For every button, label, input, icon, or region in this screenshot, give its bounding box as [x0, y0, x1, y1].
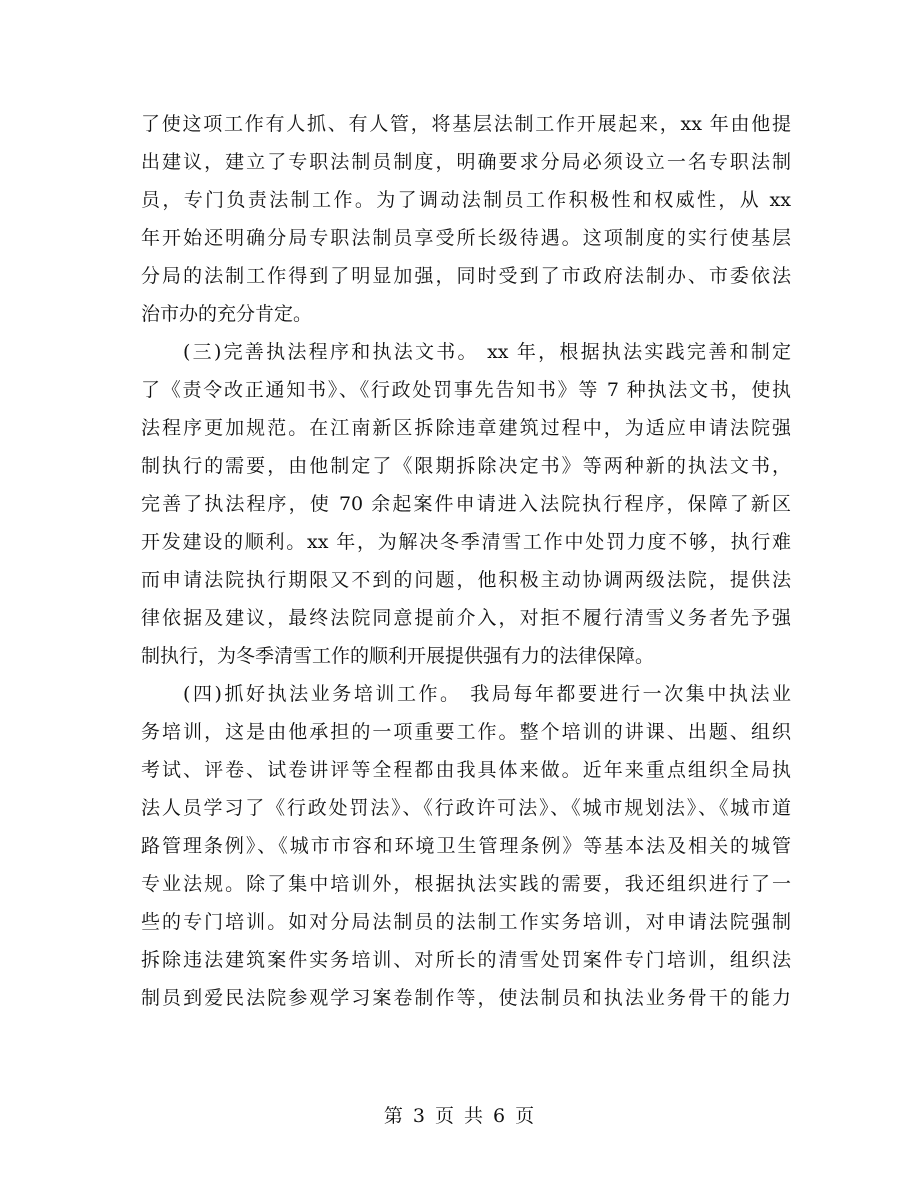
- text-line: 务培训，这是由他承担的一项重要工作。整个培训的讲课、出题、组织: [141, 721, 791, 743]
- text-line: 律依据及建议，最终法院同意提前介入，对拒不履行清雪义务者先予强: [141, 607, 791, 629]
- text-line: 制执行的需要，由他制定了《限期拆除决定书》等两种新的执法文书，: [141, 455, 791, 477]
- text-line: 了《责令改正通知书》、《行政处罚事先告知书》等 7 种执法文书，使执: [141, 379, 791, 401]
- text-line: 年开始还明确分局专职法制员享受所长级待遇。这项制度的实行使基层: [141, 227, 791, 249]
- page-number-footer: 第 3 页 共 6 页: [383, 1105, 537, 1127]
- text-line: 法程序更加规范。在江南新区拆除违章建筑过程中，为适应申请法院强: [141, 417, 791, 439]
- text-line: 分局的法制工作得到了明显加强，同时受到了市政府法制办、市委依法: [141, 265, 791, 287]
- text-line: 了使这项工作有人抓、有人管，将基层法制工作开展起来，xx 年由他提: [141, 113, 791, 135]
- text-line: 出建议，建立了专职法制员制度，明确要求分局必须设立一名专职法制: [141, 151, 791, 173]
- text-line: 员，专门负责法制工作。为了调动法制员工作积极性和权威性，从 xx: [141, 189, 791, 211]
- body-text: [141, 100, 791, 1012]
- text-line: 完善了执法程序，使 70 余起案件申请进入法院执行程序，保障了新区: [141, 493, 791, 515]
- text-line: 专业法规。除了集中培训外，根据执法实践的需要，我还组织进行了一: [141, 873, 791, 895]
- section-heading-line: (四)抓好执法业务培训工作。 我局每年都要进行一次集中执法业: [183, 683, 791, 705]
- section-heading-line: (三)完善执法程序和执法文书。 xx 年，根据执法实践完善和制定: [183, 341, 791, 363]
- text-line: 拆除违法建筑案件实务培训、对所长的清雪处罚案件专门培训，组织法: [141, 949, 791, 971]
- text-line: 开发建设的顺利。xx 年，为解决冬季清雪工作中处罚力度不够，执行难: [141, 531, 791, 553]
- text-line: 法人员学习了《行政处罚法》、《行政许可法》、《城市规划法》、《城市道: [141, 797, 791, 819]
- text-line: 制执行，为冬季清雪工作的顺利开展提供强有力的法律保障。: [141, 645, 655, 667]
- text-line: 考试、评卷、试卷讲评等全程都由我具体来做。近年来重点组织全局执: [141, 759, 791, 781]
- text-line: 治市办的充分肯定。: [141, 303, 313, 325]
- text-line: 路管理条例》、《城市市容和环境卫生管理条例》等基本法及相关的城管: [141, 835, 791, 857]
- text-line: 制员到爱民法院参观学习案卷制作等，使法制员和执法业务骨干的能力: [141, 987, 791, 1009]
- text-line: 些的专门培训。如对分局法制员的法制工作实务培训，对申请法院强制: [141, 911, 791, 933]
- text-line: 而申请法院执行期限又不到的问题，他积极主动协调两级法院，提供法: [141, 569, 791, 591]
